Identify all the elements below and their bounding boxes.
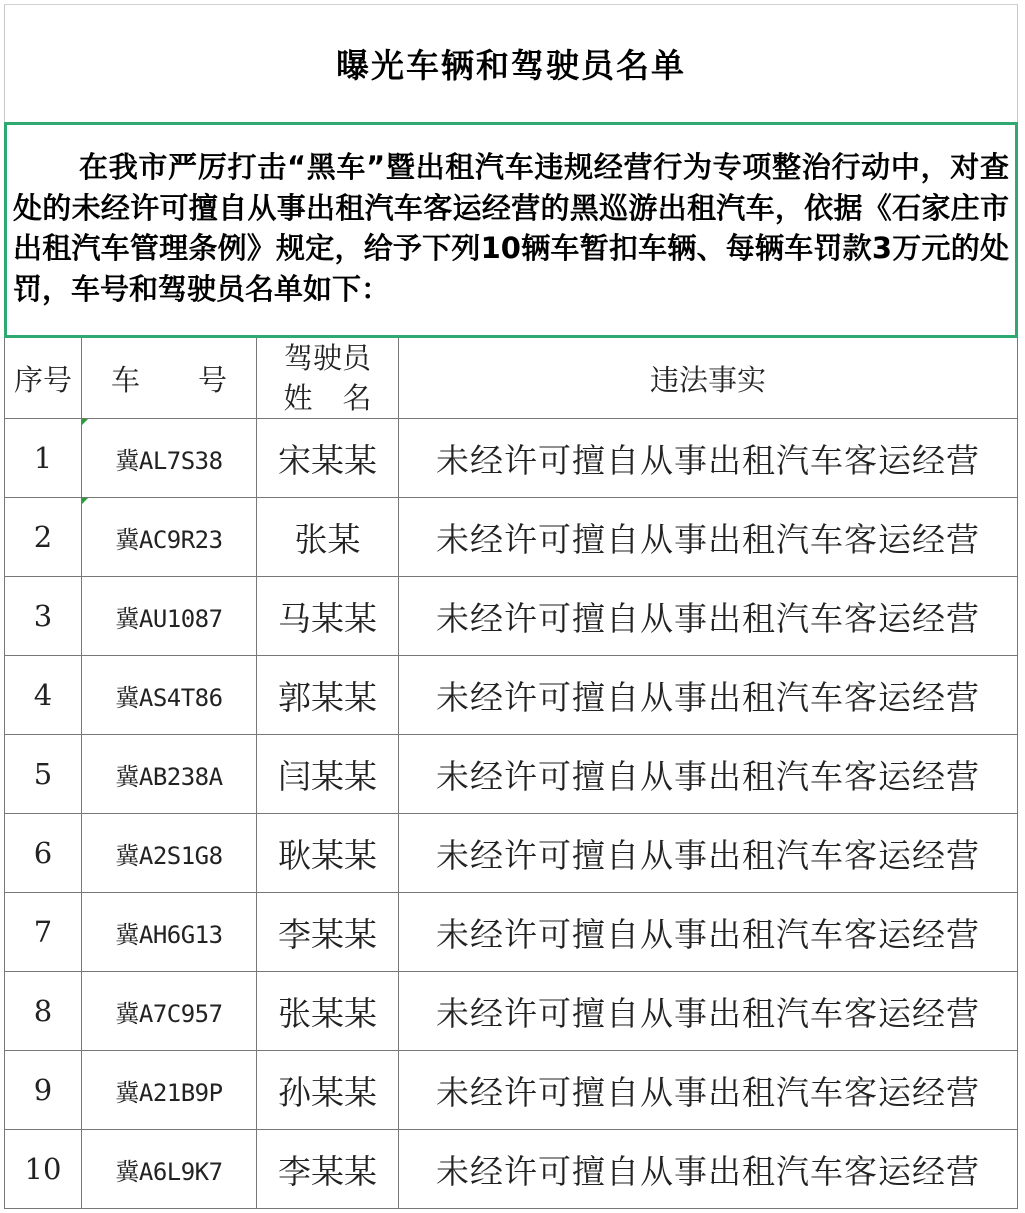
table-header-row	[5, 338, 1018, 419]
row-driver-cell[interactable]: 马某某	[257, 577, 399, 656]
row-driver-cell[interactable]: 张某某	[257, 972, 399, 1051]
row-driver-cell[interactable]: 郭某某	[257, 656, 399, 735]
header-plate-char-1: 车	[110, 362, 140, 397]
row-fact-cell[interactable]: 未经许可擅自从事出租汽车客运经营	[399, 577, 1018, 656]
row-driver-cell[interactable]: 李某某	[257, 893, 399, 972]
row-index-cell[interactable]: 2	[5, 498, 82, 577]
row-index-cell[interactable]: 3	[5, 577, 82, 656]
table-row	[5, 1051, 1018, 1130]
row-plate-cell[interactable]: 冀AL7S38	[82, 419, 257, 498]
header-index[interactable]: 序号	[5, 338, 82, 419]
row-plate-cell[interactable]: 冀A21B9P	[82, 1051, 257, 1130]
row-index-cell[interactable]: 10	[5, 1130, 82, 1209]
row-index-cell[interactable]: 6	[5, 814, 82, 893]
row-plate-cell[interactable]: 冀AH6G13	[82, 893, 257, 972]
table-row	[5, 656, 1018, 735]
table-row	[5, 735, 1018, 814]
row-fact-cell[interactable]: 未经许可擅自从事出租汽车客运经营	[399, 498, 1018, 577]
row-plate-cell[interactable]: 冀AC9R23	[82, 498, 257, 577]
header-plate-char-2: 号	[198, 362, 228, 397]
exposure-table	[4, 338, 1018, 1209]
row-index-cell[interactable]: 1	[5, 419, 82, 498]
row-index-cell[interactable]: 7	[5, 893, 82, 972]
table-row	[5, 814, 1018, 893]
row-driver-cell[interactable]: 李某某	[257, 1130, 399, 1209]
row-fact-cell[interactable]: 未经许可擅自从事出租汽车客运经营	[399, 814, 1018, 893]
row-driver-cell[interactable]: 张某	[257, 498, 399, 577]
row-index-cell[interactable]: 8	[5, 972, 82, 1051]
cell-comment-indicator[interactable]	[82, 498, 88, 504]
row-index-cell[interactable]: 9	[5, 1051, 82, 1130]
header-driver-char-2: 名	[342, 381, 372, 415]
table-row	[5, 1130, 1018, 1209]
row-plate-cell[interactable]: 冀A2S1G8	[82, 814, 257, 893]
row-fact-cell[interactable]: 未经许可擅自从事出租汽车客运经营	[399, 419, 1018, 498]
document-title: 曝光车辆和驾驶员名单	[336, 45, 686, 85]
table-row	[5, 972, 1018, 1051]
row-index-cell[interactable]: 4	[5, 656, 82, 735]
row-driver-cell[interactable]: 耿某某	[257, 814, 399, 893]
row-fact-cell[interactable]: 未经许可擅自从事出租汽车客运经营	[399, 1051, 1018, 1130]
row-fact-cell[interactable]: 未经许可擅自从事出租汽车客运经营	[399, 972, 1018, 1051]
row-fact-cell[interactable]: 未经许可擅自从事出租汽车客运经营	[399, 656, 1018, 735]
row-plate-cell[interactable]: 冀A6L9K7	[82, 1130, 257, 1209]
header-plate[interactable]	[82, 338, 257, 419]
row-plate-cell[interactable]: 冀AB238A	[82, 735, 257, 814]
cell-comment-indicator[interactable]	[82, 419, 88, 425]
row-plate-cell[interactable]: 冀AU1087	[82, 577, 257, 656]
row-index-cell[interactable]: 5	[5, 735, 82, 814]
header-driver[interactable]	[257, 338, 399, 419]
header-driver-char-1: 姓	[283, 381, 313, 415]
row-fact-cell[interactable]: 未经许可擅自从事出租汽车客运经营	[399, 735, 1018, 814]
row-plate-cell[interactable]: 冀AS4T86	[82, 656, 257, 735]
header-fact[interactable]: 违法事实	[399, 338, 1018, 419]
row-driver-cell[interactable]: 宋某某	[257, 419, 399, 498]
row-driver-cell[interactable]: 闫某某	[257, 735, 399, 814]
table-row	[5, 498, 1018, 577]
row-plate-cell[interactable]: 冀A7C957	[82, 972, 257, 1051]
table-row	[5, 577, 1018, 656]
row-fact-cell[interactable]: 未经许可擅自从事出租汽车客运经营	[399, 1130, 1018, 1209]
table-row	[5, 893, 1018, 972]
row-fact-cell[interactable]: 未经许可擅自从事出租汽车客运经营	[399, 893, 1018, 972]
notice-paragraph[interactable]: 在我市严厉打击“黑车”暨出租汽车违规经营行为专项整治行动中，对查处的未经许可擅自从事出租汽车客运经营的黑巡游出租汽车，依据《石家庄市出租汽车管理条例》规定，给予下列10辆车暂扣车辆、每辆车罚款3万元的处罚，车号和驾驶员名单如下：	[4, 122, 1018, 338]
header-driver-line1: 驾驶员	[283, 341, 371, 375]
row-driver-cell[interactable]: 孙某某	[257, 1051, 399, 1130]
table-row	[5, 419, 1018, 498]
